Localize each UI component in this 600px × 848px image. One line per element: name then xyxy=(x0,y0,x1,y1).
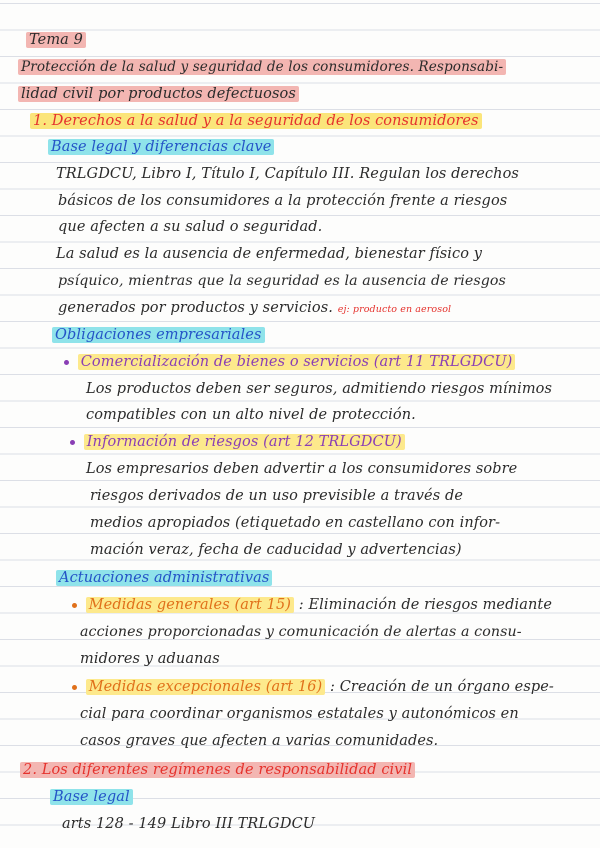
obligacion-item-2 xyxy=(70,432,405,452)
bullet-icon xyxy=(72,603,77,608)
body-line: que afecten a su salud o seguridad. xyxy=(58,219,323,235)
body-line: TRLGDCU, Libro I, Título I, Capítulo III. Regulan los derechos xyxy=(56,166,519,182)
body-line: medios apropiados (etiquetado en castellano con infor- xyxy=(90,515,501,531)
main-heading-text-1: Protección de la salud y seguridad de los consumidores. Responsabi- xyxy=(18,59,506,75)
obligaciones-title-text: Obligaciones empresariales xyxy=(52,327,265,343)
base-legal-title-text: Base legal y diferencias clave xyxy=(48,139,274,155)
actuacion-item-2 xyxy=(72,677,554,697)
section-1-base-legal-title xyxy=(48,137,274,157)
actuacion-item-1-text: : Eliminación de riesgos mediante xyxy=(298,597,553,613)
body-line: Los empresarios deben advertir a los consumidores sobre xyxy=(86,461,518,477)
section-2-base-legal-text: Base legal xyxy=(50,789,133,805)
body-line: acciones proporcionadas y comunicación de alertas a consu- xyxy=(80,624,522,640)
body-line: básicos de los consumidores a la protección frente a riesgos xyxy=(58,193,508,209)
obligacion-item-1-label: Comercialización de bienes o servicios (art 11 TRLGDCU) xyxy=(78,354,516,370)
page-title-text: Tema 9 xyxy=(26,32,86,48)
body-line: arts 128 - 149 Libro III TRLGDCU xyxy=(62,816,316,832)
body-line-text: generados por productos y servicios. xyxy=(58,300,333,316)
body-line: Los productos deben ser seguros, admitiendo riesgos mínimos xyxy=(86,381,553,397)
page-title xyxy=(26,30,86,50)
obligacion-item-2-label: Información de riesgos (art 12 TRLGDCU) xyxy=(84,434,405,450)
bullet-icon xyxy=(70,440,75,445)
obligacion-item-1 xyxy=(64,352,515,372)
body-line: cial para coordinar organismos estatales y autonómicos en xyxy=(80,706,519,722)
body-line: La salud es la ausencia de enfermedad, bienestar físico y xyxy=(56,246,483,262)
main-heading-text-2: lidad civil por productos defectuosos xyxy=(18,86,299,102)
main-heading-line-1 xyxy=(18,57,506,77)
section-2-title-text: 2. Los diferentes regímenes de responsabilidad civil xyxy=(20,762,415,778)
body-line: midores y aduanas xyxy=(80,651,220,667)
actuaciones-title-text: Actuaciones administrativas xyxy=(56,570,272,586)
body-line: casos graves que afecten a varias comunidades. xyxy=(80,733,439,749)
body-line: mación veraz, fecha de caducidad y advertencias) xyxy=(90,542,462,558)
actuacion-item-2-label: Medidas excepcionales (art 16) xyxy=(86,679,326,695)
main-heading-line-2 xyxy=(18,84,299,104)
actuacion-item-1 xyxy=(72,595,552,615)
body-line: riesgos derivados de un uso previsible a través de xyxy=(90,488,464,504)
margin-note: ej: producto en aerosol xyxy=(337,304,452,315)
bullet-icon xyxy=(64,360,69,365)
actuaciones-title xyxy=(56,568,272,588)
section-1-title-text: 1. Derechos a la salud y a la seguridad de los consumidores xyxy=(30,113,482,129)
actuacion-item-1-label: Medidas generales (art 15) xyxy=(86,597,294,613)
section-1-title xyxy=(30,111,482,131)
body-line-with-note xyxy=(58,298,451,320)
body-line: compatibles con un alto nivel de protección. xyxy=(86,407,416,423)
actuacion-item-2-text: : Creación de un órgano espe- xyxy=(330,679,554,695)
obligaciones-title xyxy=(52,325,265,345)
section-2-base-legal-title xyxy=(50,787,133,807)
body-line: psíquico, mientras que la seguridad es la ausencia de riesgos xyxy=(58,273,506,289)
section-2-title xyxy=(20,760,415,780)
bullet-icon xyxy=(72,685,77,690)
